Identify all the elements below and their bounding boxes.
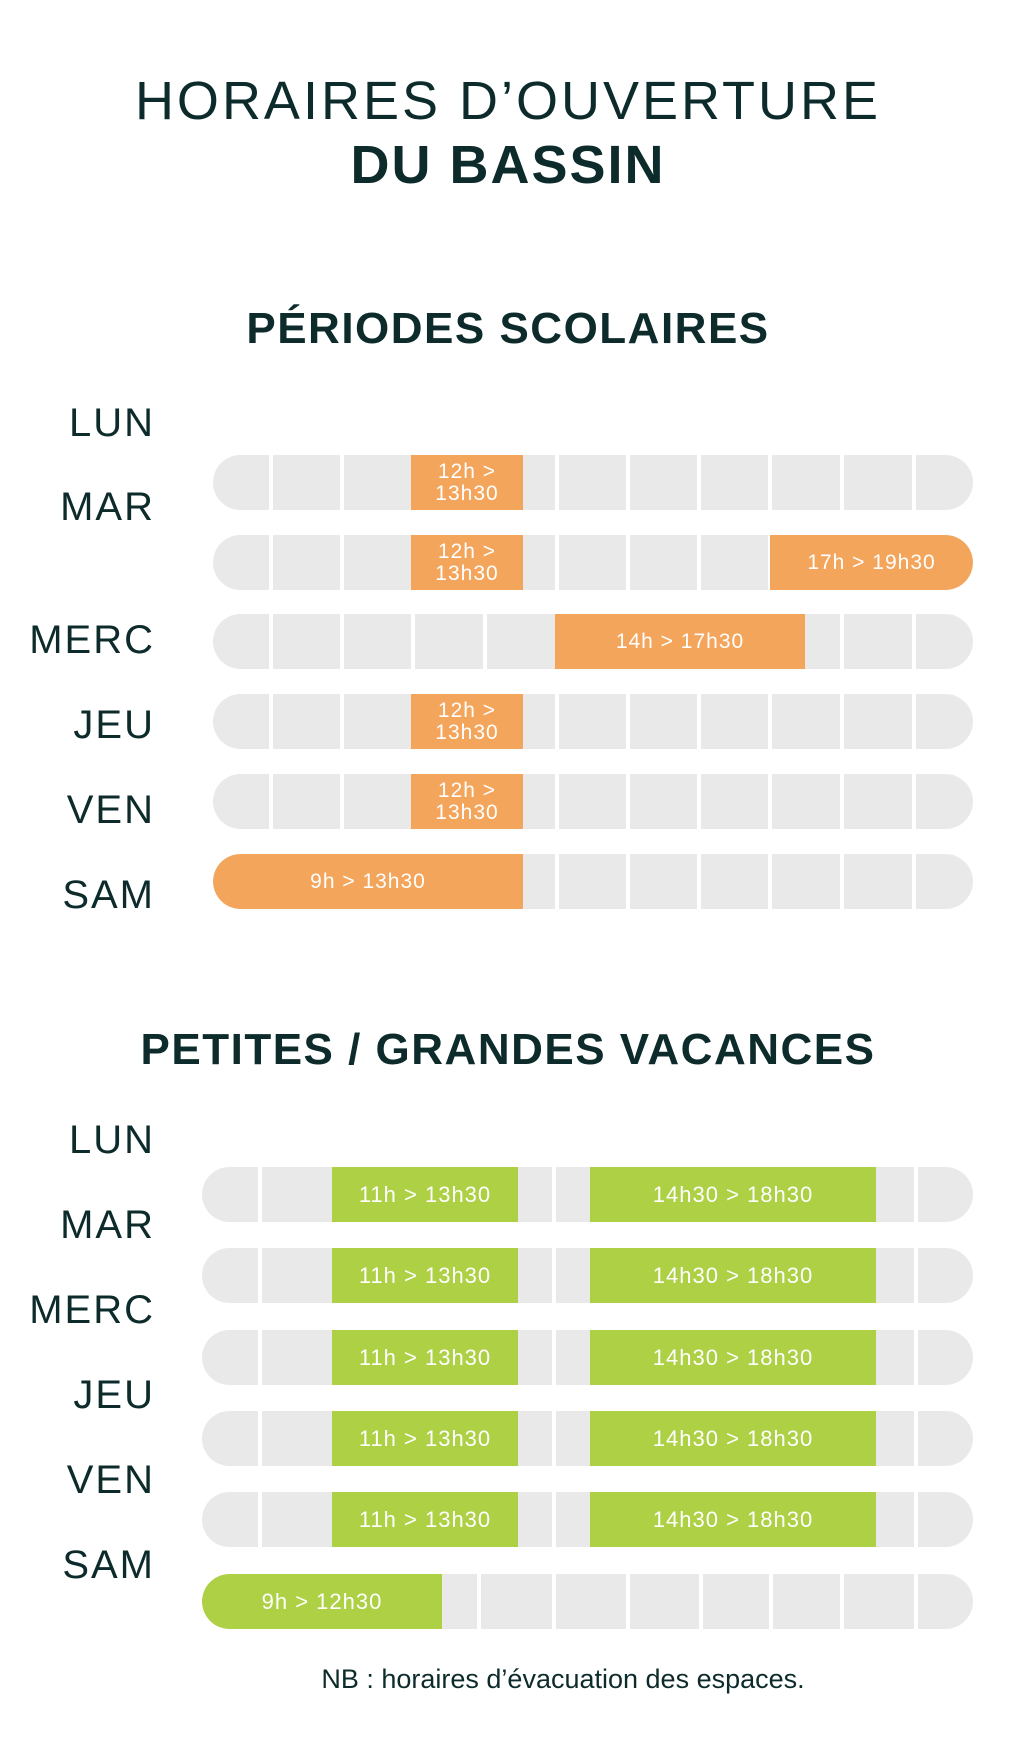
slot-text: 11h > 13h30 <box>358 1425 492 1451</box>
holiday-slot-lun-2 <box>590 1167 876 1222</box>
slot-text: 12h > <box>437 698 497 722</box>
holiday-slot-lun-1 <box>332 1167 518 1222</box>
holiday-slot-ven-1 <box>332 1492 518 1547</box>
day-label-lun: LUN <box>68 401 155 445</box>
slot-text: 11h > 13h30 <box>358 1181 492 1207</box>
day-label-jeu: JEU <box>73 703 155 747</box>
slot-text: 14h30 > 18h30 <box>652 1181 814 1207</box>
slot-text: 11h > 13h30 <box>358 1506 492 1532</box>
school-track-ven <box>213 774 973 829</box>
holiday-track-merc <box>202 1330 973 1385</box>
school-slot-sam-1 <box>213 854 523 909</box>
slot-text: 11h > 13h30 <box>358 1344 492 1370</box>
holiday-track-jeu <box>202 1411 973 1466</box>
slot-text: 11h > 13h30 <box>358 1262 492 1288</box>
school-track-merc <box>213 614 973 669</box>
slot-text: 9h > 13h30 <box>310 869 426 893</box>
school-track-mar <box>213 535 973 590</box>
school-slot-mar-2 <box>770 535 973 590</box>
slot-text: 9h > 12h30 <box>261 1588 383 1614</box>
title-line-1: HORAIRES D’OUVERTURE <box>134 71 882 131</box>
holiday-section-title: PETITES / GRANDES VACANCES <box>140 1025 876 1074</box>
school-slot-merc-1 <box>555 614 805 669</box>
day-label-mar: MAR <box>60 485 155 529</box>
slot-text: 17h > 19h30 <box>807 550 936 574</box>
slot-text: 14h30 > 18h30 <box>652 1262 814 1288</box>
holiday-track-mar <box>202 1248 973 1303</box>
holiday-slot-sam-1 <box>202 1574 442 1629</box>
holiday-day-label-sam: SAM <box>62 1543 155 1587</box>
slot-text: 13h30 <box>435 720 499 744</box>
slot-text: 12h > <box>437 459 497 483</box>
footnote: NB : horaires d’évacuation des espaces. <box>321 1664 805 1694</box>
holiday-day-label-lun: LUN <box>68 1118 155 1162</box>
slot-text: 14h30 > 18h30 <box>652 1506 814 1532</box>
holiday-track-lun <box>202 1167 973 1222</box>
slot-text: 12h > <box>437 778 497 802</box>
school-track-jeu <box>213 694 973 749</box>
day-label-ven: VEN <box>66 788 155 832</box>
holiday-track-ven <box>202 1492 973 1547</box>
holiday-slot-ven-2 <box>590 1492 876 1547</box>
slot-text: 13h30 <box>435 561 499 585</box>
school-slot-mar-1 <box>411 535 523 590</box>
holiday-day-label-jeu: JEU <box>73 1373 155 1417</box>
day-label-merc: MERC <box>29 618 155 662</box>
school-track-sam <box>213 854 973 909</box>
title-line-2: DU BASSIN <box>350 135 666 195</box>
slot-text: 13h30 <box>435 800 499 824</box>
holiday-slot-mar-2 <box>590 1248 876 1303</box>
slot-text: 13h30 <box>435 481 499 505</box>
slot-text: 14h30 > 18h30 <box>652 1344 814 1370</box>
holiday-day-label-ven: VEN <box>66 1458 155 1502</box>
holiday-slot-merc-2 <box>590 1330 876 1385</box>
day-label-sam: SAM <box>62 873 155 917</box>
slot-text: 12h > <box>437 539 497 563</box>
holiday-slot-mar-1 <box>332 1248 518 1303</box>
slot-text: 14h > 17h30 <box>615 629 745 653</box>
holiday-day-label-mar: MAR <box>60 1203 155 1247</box>
school-slot-ven-1 <box>411 774 523 829</box>
school-track-lun <box>213 455 973 510</box>
school-slot-lun-1 <box>411 455 523 510</box>
holiday-slot-merc-1 <box>332 1330 518 1385</box>
holiday-day-label-merc: MERC <box>29 1288 155 1332</box>
holiday-slot-jeu-1 <box>332 1411 518 1466</box>
holiday-track-sam <box>202 1574 973 1629</box>
slot-text: 14h30 > 18h30 <box>652 1425 814 1451</box>
school-slot-jeu-1 <box>411 694 523 749</box>
holiday-slot-jeu-2 <box>590 1411 876 1466</box>
school-section-title: PÉRIODES SCOLAIRES <box>246 304 770 353</box>
